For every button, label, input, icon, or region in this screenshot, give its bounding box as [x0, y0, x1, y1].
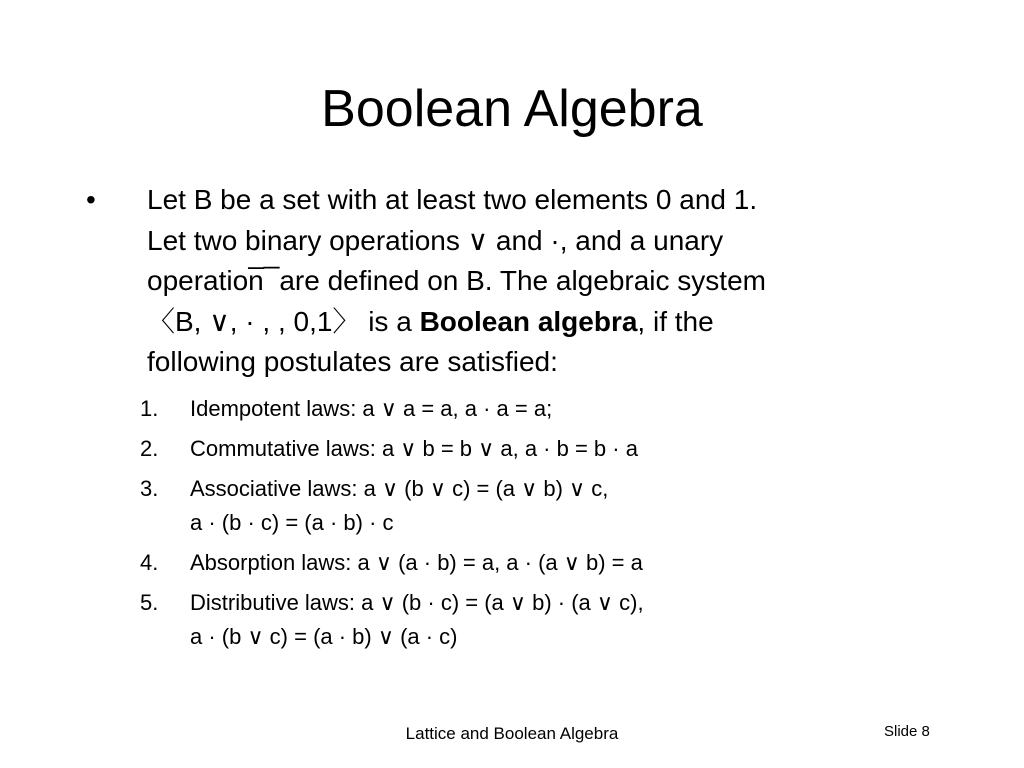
list-number: 5.	[140, 590, 159, 615]
postulate-text: Distributive laws: a ∨ (b · c) = (a ∨ b) · (a ∨ c),	[190, 590, 644, 615]
paragraph-line: Let B be a set with at least two elements 0 and 1.	[147, 184, 758, 215]
list-item	[140, 472, 960, 540]
definition-paragraph	[147, 180, 967, 383]
boolean-algebra-term: Boolean algebra	[419, 305, 638, 337]
slide-number: Slide 8	[884, 723, 930, 740]
list-number: 4.	[140, 550, 159, 575]
paragraph-line: following postulates are satisfied:	[147, 346, 558, 377]
postulate-text: a · (b · c) = (a · b) · c	[190, 510, 394, 535]
paragraph-text: 〈B, ∨, · , , 0,1〉 is a	[147, 305, 420, 337]
paragraph-line: Let two binary operations ∨ and ·, and a unary	[147, 224, 724, 256]
slide-title: Boolean Algebra	[321, 80, 703, 138]
footer-title: Lattice and Boolean Algebra	[405, 724, 619, 743]
list-item	[140, 432, 960, 466]
paragraph-line	[147, 302, 967, 343]
postulate-text: Idempotent laws: a ∨ a = a, a · a = a;	[190, 396, 553, 421]
postulate-text: a · (b ∨ c) = (a · b) ∨ (a · c)	[190, 624, 458, 649]
postulate-text: Absorption laws: a ∨ (a · b) = a, a · (a ∨ b) = a	[190, 550, 643, 575]
paragraph-line: operation̅ ̅ are defined on B. The algebraic system	[147, 265, 766, 296]
list-item	[140, 546, 960, 580]
list-number: 3.	[140, 476, 159, 501]
list-number: 1.	[140, 396, 159, 421]
postulate-list	[140, 392, 960, 660]
paragraph-text: , if the	[637, 305, 714, 337]
bullet-marker: •	[86, 184, 96, 215]
list-item	[140, 586, 960, 654]
list-item	[140, 392, 960, 426]
list-number: 2.	[140, 436, 159, 461]
postulate-text: Associative laws: a ∨ (b ∨ c) = (a ∨ b) ∨ c,	[190, 476, 609, 501]
postulate-text: Commutative laws: a ∨ b = b ∨ a, a · b = b · a	[190, 436, 638, 461]
